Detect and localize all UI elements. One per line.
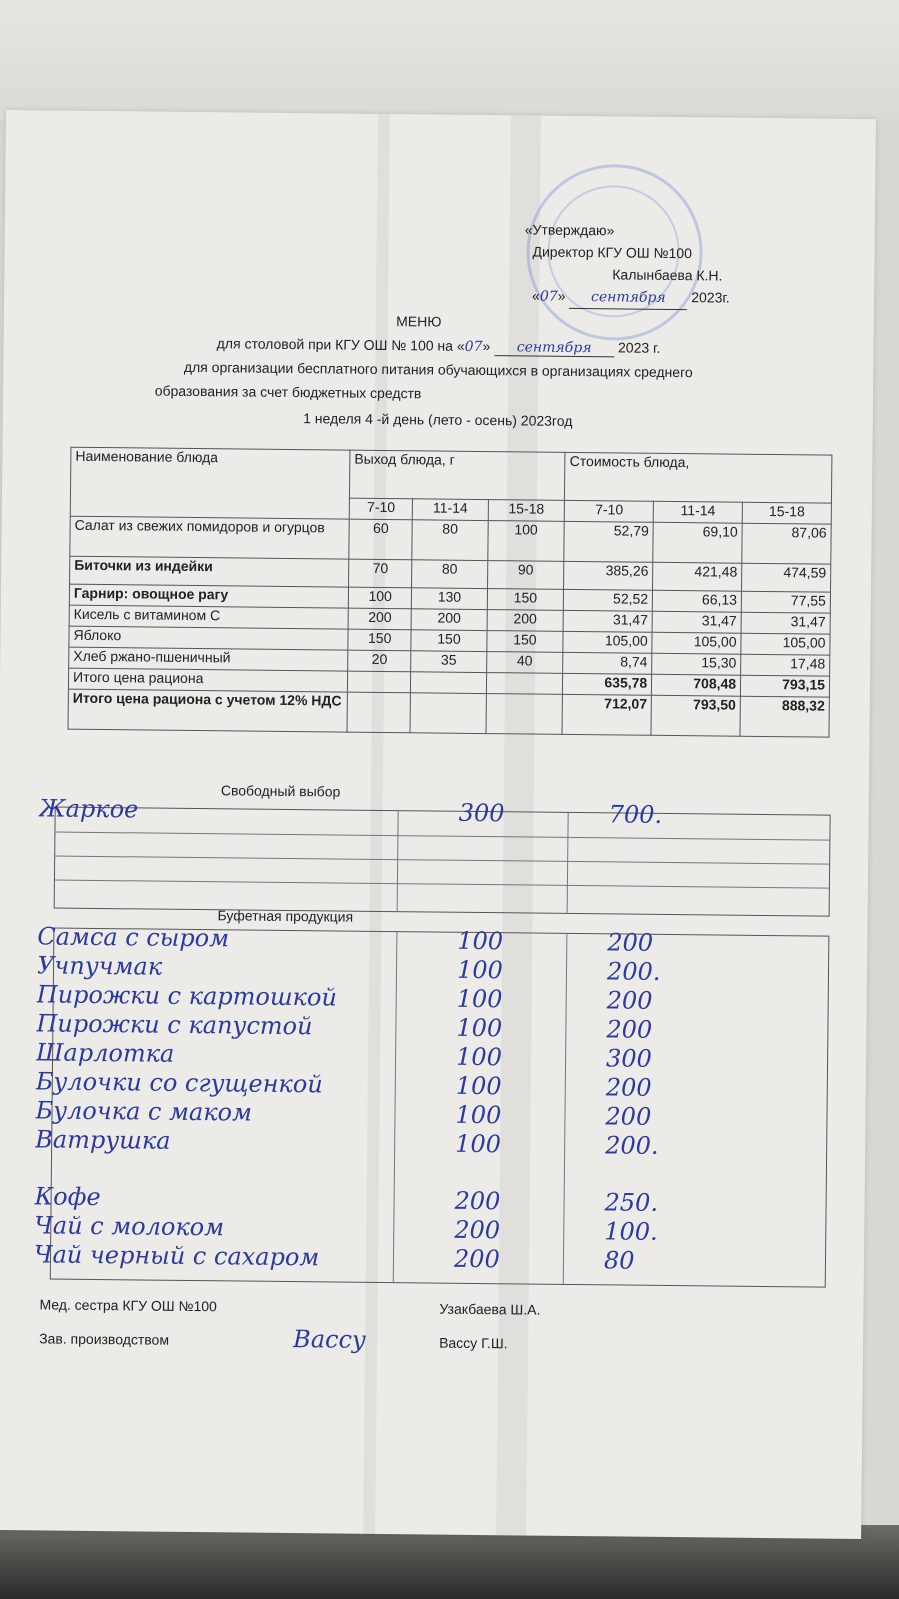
cost-value: 421,48 bbox=[653, 562, 742, 591]
item-amount: 100 bbox=[457, 926, 504, 956]
cost-value: 8,74 bbox=[563, 652, 652, 674]
chef-name: Вассу Г.Ш. bbox=[439, 1334, 508, 1352]
output-value: 150 bbox=[411, 630, 486, 652]
age-group-header: 15-18 bbox=[742, 502, 831, 524]
item-price: 200 bbox=[605, 1102, 652, 1131]
item-amount: 100 bbox=[456, 984, 503, 1014]
menu-title: МЕНЮ bbox=[396, 313, 442, 330]
item-amount: 100 bbox=[455, 1100, 502, 1130]
item-price: 200. bbox=[606, 957, 661, 986]
age-group-header: 15-18 bbox=[488, 500, 565, 522]
output-value: 150 bbox=[348, 629, 412, 651]
cost-value: 31,47 bbox=[741, 612, 830, 634]
menu-month-handwritten: сентября bbox=[494, 339, 614, 357]
item-amount: 200 bbox=[454, 1186, 501, 1216]
item-name: Чай с молоком bbox=[34, 1211, 225, 1242]
dish-name: Биточки из индейки bbox=[70, 556, 349, 587]
item-amount: 200 bbox=[453, 1244, 500, 1274]
output-value: 70 bbox=[349, 559, 413, 588]
cost-value: 474,59 bbox=[742, 563, 831, 592]
item-price: 300 bbox=[605, 1044, 653, 1073]
item-price: 200 bbox=[606, 986, 653, 1015]
item-price: 700. bbox=[608, 800, 663, 829]
chef-label: Зав. производством bbox=[39, 1330, 170, 1348]
buffet-list bbox=[35, 922, 727, 1161]
menu-subtitle-date: для столовой при КГУ ОШ № 100 на «07» сентября 2023 г. bbox=[216, 335, 661, 357]
item-name: Самса с сыром bbox=[37, 922, 230, 953]
cost-value: 66,13 bbox=[653, 590, 742, 612]
item-name: Пирожки с картошкой bbox=[36, 980, 338, 1012]
age-group-header: 7-10 bbox=[349, 498, 413, 520]
dish-name: Хлеб ржано-пшеничный bbox=[69, 647, 348, 671]
buffet-title: Буфетная продукция bbox=[217, 907, 354, 925]
background-wall bbox=[0, 0, 899, 120]
total-value: 793,15 bbox=[740, 675, 829, 697]
item-name: Учпучмак bbox=[36, 951, 163, 981]
total-vat-label: Итого цена рациона с учетом 12% НДС bbox=[68, 689, 347, 732]
dish-name: Салат из свежих помидоров и огурцов bbox=[70, 516, 349, 559]
item-price: 200 bbox=[607, 928, 654, 957]
dish-name: Кисель с витамином С bbox=[69, 605, 348, 629]
total-vat-row bbox=[68, 689, 829, 737]
item-name: Жаркое bbox=[38, 794, 139, 824]
age-group-header: 7-10 bbox=[565, 500, 654, 522]
dish-name: Яблоко bbox=[69, 626, 348, 650]
dish-name: Гарнир: овощное рагу bbox=[69, 584, 348, 608]
item-name: Булочка с маком bbox=[35, 1096, 253, 1127]
item-amount: 100 bbox=[455, 1129, 502, 1159]
item-price: 200 bbox=[606, 1015, 653, 1044]
item-amount: 100 bbox=[455, 1042, 503, 1072]
nurse-name: Узакбаева Ш.А. bbox=[439, 1300, 541, 1318]
cost-value: 105,00 bbox=[652, 632, 741, 654]
age-group-header: 11-14 bbox=[653, 501, 742, 523]
output-value: 200 bbox=[348, 608, 412, 630]
cost-value: 52,79 bbox=[564, 521, 653, 562]
approval-block bbox=[524, 218, 731, 310]
cost-value: 105,00 bbox=[563, 631, 652, 653]
item-name: Кофе bbox=[34, 1182, 101, 1212]
column-header-output: Выход блюда, г bbox=[349, 450, 565, 500]
item-name: Ватрушка bbox=[35, 1125, 171, 1155]
menu-week-day: 1 неделя 4 -й день (лето - осень) 2023год bbox=[303, 410, 573, 429]
item-amount: 100 bbox=[456, 1013, 503, 1043]
cost-value: 52,52 bbox=[564, 589, 653, 611]
item-name: Шарлотка bbox=[35, 1038, 175, 1068]
cost-value: 87,06 bbox=[742, 523, 831, 564]
item-amount: 100 bbox=[456, 955, 503, 985]
output-value: 40 bbox=[486, 652, 563, 674]
director-name: Калынбаева К.Н. bbox=[612, 266, 723, 284]
item-amount: 100 bbox=[455, 1071, 502, 1101]
item-name: Булочки со сгущенкой bbox=[35, 1067, 323, 1099]
cost-value: 17,48 bbox=[741, 654, 830, 676]
cost-value: 69,10 bbox=[653, 522, 742, 563]
cost-value: 31,47 bbox=[652, 611, 741, 633]
approval-day-handwritten: 07 bbox=[539, 288, 558, 305]
item-price: 200. bbox=[605, 1131, 659, 1160]
menu-sheet bbox=[0, 110, 876, 1539]
menu-table bbox=[68, 447, 833, 738]
cost-value: 105,00 bbox=[741, 633, 830, 655]
column-header-dish: Наименование блюда bbox=[70, 447, 350, 519]
output-value: 100 bbox=[348, 587, 412, 609]
output-value: 200 bbox=[412, 609, 487, 631]
item-price: 100. bbox=[604, 1217, 658, 1246]
item-name: Пирожки с капустой bbox=[36, 1009, 313, 1041]
output-value: 100 bbox=[487, 521, 564, 562]
column-header-cost: Стоимость блюда, bbox=[565, 452, 832, 503]
drinks-list bbox=[34, 1182, 725, 1276]
output-value: 130 bbox=[412, 588, 487, 610]
approval-position: Директор КГУ ОШ №100 bbox=[532, 243, 693, 262]
output-value: 90 bbox=[487, 561, 564, 590]
item-name: Чай черный с сахаром bbox=[33, 1240, 320, 1272]
menu-purpose-line2: образования за счет бюджетных средств bbox=[154, 382, 422, 402]
menu-purpose-line1: для организации бесплатного питания обучающихся в организациях среднего bbox=[183, 358, 693, 381]
approval-month-handwritten: сентября bbox=[569, 286, 687, 310]
output-value: 200 bbox=[487, 610, 564, 632]
output-value: 150 bbox=[486, 631, 563, 653]
total-vat-value: 793,50 bbox=[651, 695, 740, 736]
total-value: 635,78 bbox=[563, 673, 652, 695]
total-vat-value: 888,32 bbox=[740, 696, 829, 737]
age-group-header: 11-14 bbox=[413, 499, 488, 521]
item-price: 80 bbox=[603, 1246, 635, 1275]
cost-value: 77,55 bbox=[741, 591, 830, 613]
nurse-label: Мед. сестра КГУ ОШ №100 bbox=[39, 1296, 217, 1315]
output-value: 150 bbox=[487, 589, 564, 611]
approval-title: «Утверждаю» bbox=[524, 221, 615, 239]
menu-day-handwritten: 07 bbox=[464, 338, 483, 356]
cost-value: 385,26 bbox=[564, 561, 653, 590]
free-choice-title: Свободный выбор bbox=[220, 782, 341, 800]
total-label: Итого цена рациона bbox=[68, 668, 347, 692]
item-price: 250. bbox=[604, 1188, 659, 1217]
cost-value: 15,30 bbox=[652, 653, 741, 675]
chef-signature: Вассу bbox=[292, 1325, 367, 1354]
item-amount: 300 bbox=[458, 798, 505, 828]
output-value: 20 bbox=[348, 650, 412, 672]
item-price: 200 bbox=[605, 1073, 652, 1102]
output-value: 80 bbox=[412, 560, 487, 589]
item-amount: 200 bbox=[454, 1215, 501, 1245]
cost-value: 31,47 bbox=[563, 610, 652, 632]
output-value: 60 bbox=[349, 519, 413, 560]
output-value: 35 bbox=[411, 651, 486, 673]
output-value: 80 bbox=[412, 520, 487, 561]
approval-date: «07» сентября 2023г. bbox=[524, 284, 730, 310]
total-value: 708,48 bbox=[652, 674, 741, 696]
total-vat-value: 712,07 bbox=[562, 694, 651, 735]
